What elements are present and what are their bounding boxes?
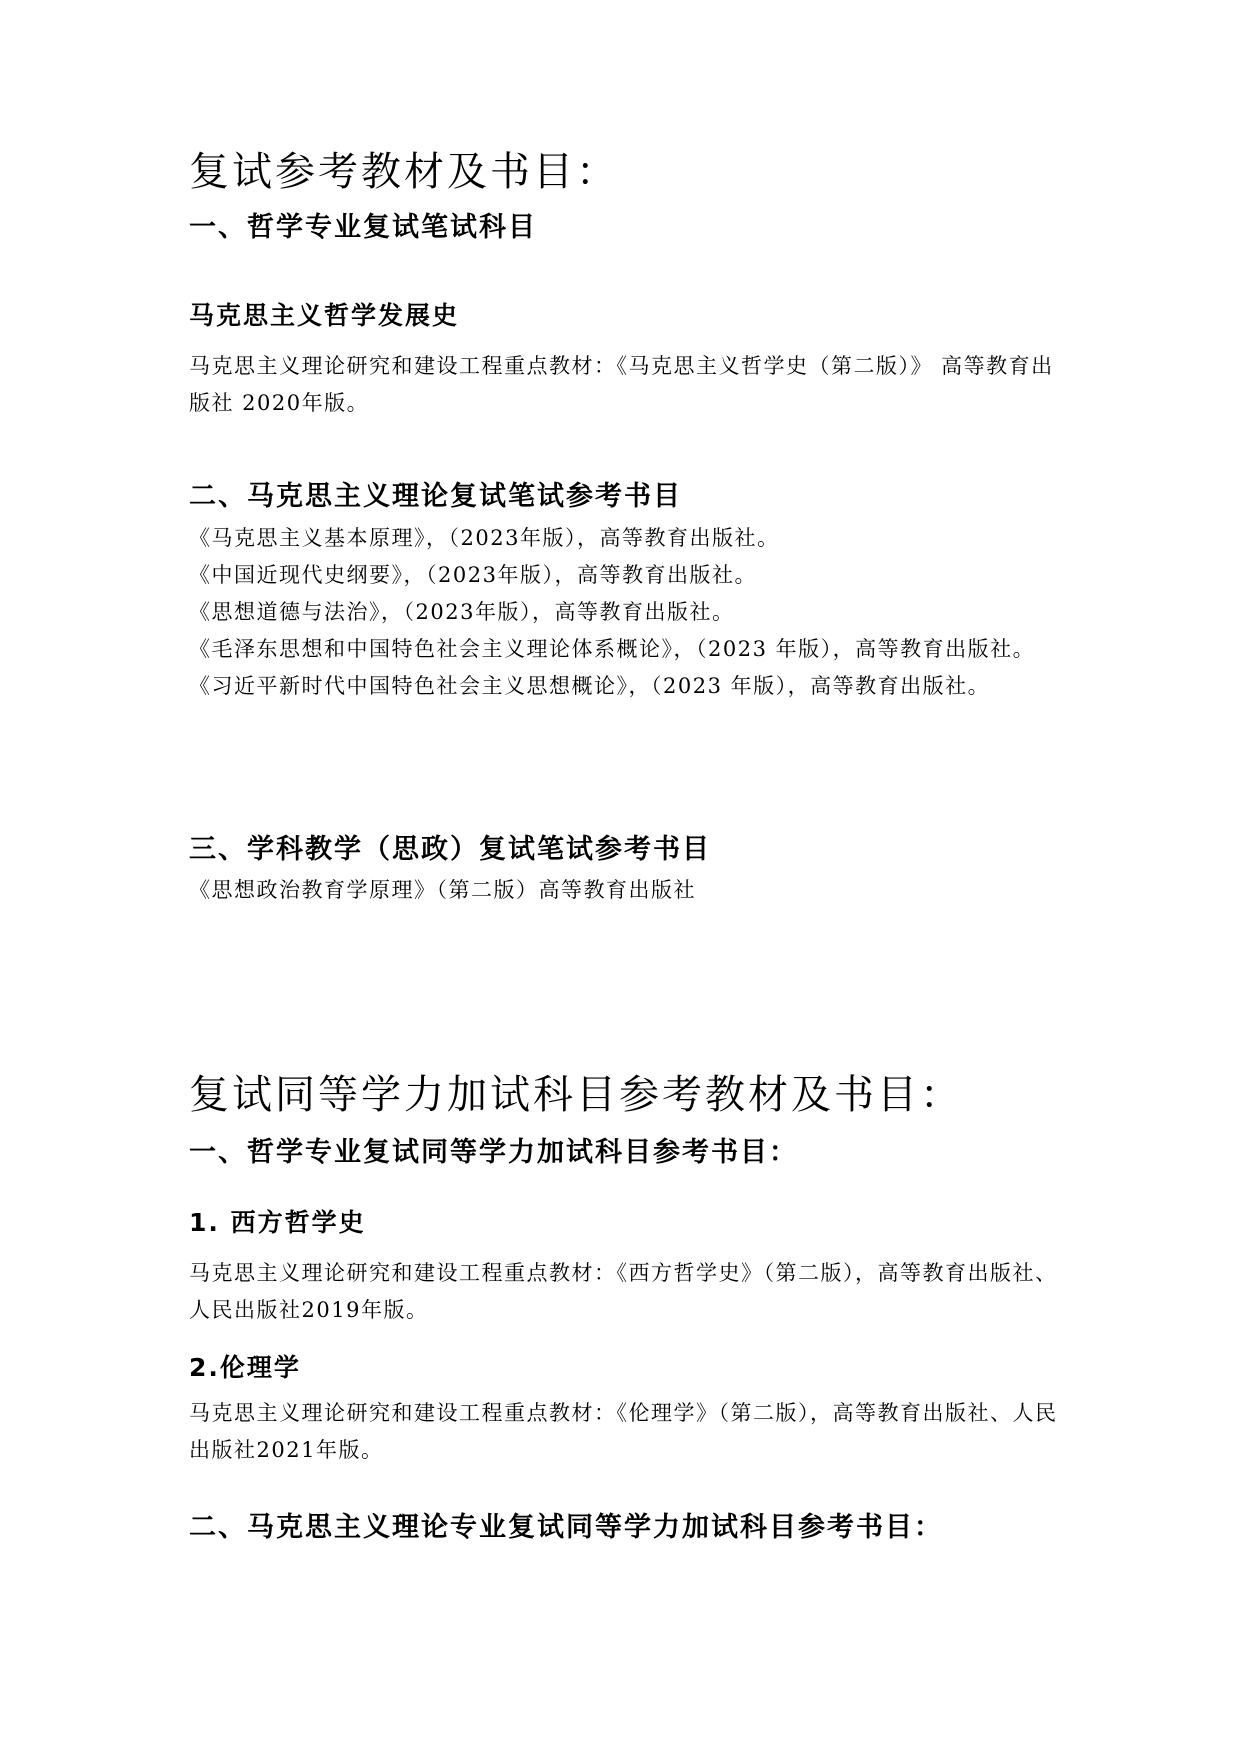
reference-text-western-philosophy: 马克思主义理论研究和建设工程重点教材：《西方哲学史》（第二版），高等教育出版社、人民出版社2019年版。 (189, 1261, 1058, 1322)
reference-text-ethics: 马克思主义理论研究和建设工程重点教材：《伦理学》（第二版），高等教育出版社、人民出版社2021年版。 (189, 1401, 1058, 1462)
subheading-western-philosophy: 1. 西方哲学史 (189, 1208, 366, 1237)
reference-text-marxist-philosophy: 马克思主义理论研究和建设工程重点教材：《马克思主义哲学史（第二版）》 高等教育出版社 2020年版。 (189, 354, 1054, 415)
marxist-theory-book-list (189, 520, 1059, 705)
section-heading-subject-teaching: 三、学科教学（思政）复试笔试参考书目 (189, 834, 711, 865)
section-heading-philosophy: 一、哲学专业复试笔试科目 (189, 212, 537, 243)
book-item: 《思想政治教育学原理》（第二版）高等教育出版社 (189, 878, 696, 902)
subheading-ethics: 2.伦理学 (189, 1353, 301, 1382)
book-item: 《中国近现代史纲要》，（2023年版），高等教育出版社。 (189, 563, 757, 587)
book-item: 《毛泽东思想和中国特色社会主义理论体系概论》，（2023 年版），高等教育出版社。 (189, 637, 1036, 661)
book-item: 《习近平新时代中国特色社会主义思想概论》，（2023 年版），高等教育出版社。 (189, 674, 991, 698)
book-item: 《马克思主义基本原理》，（2023年版），高等教育出版社。 (189, 526, 780, 550)
book-item: 《思想道德与法治》，（2023年版），高等教育出版社。 (189, 600, 735, 624)
section-heading-marxist-theory: 二、马克思主义理论复试笔试参考书目 (189, 481, 682, 512)
section-heading-philosophy-equivalent: 一、哲学专业复试同等学力加试科目参考书目： (189, 1137, 798, 1168)
subheading-marxist-philosophy-history: 马克思主义哲学发展史 (189, 301, 460, 330)
section-heading-marxist-theory-equivalent: 二、马克思主义理论专业复试同等学力加试科目参考书目： (189, 1512, 943, 1543)
part2-title: 复试同等学力加试科目参考教材及书目： (189, 1072, 963, 1118)
part1-title: 复试参考教材及书目： (189, 149, 619, 195)
